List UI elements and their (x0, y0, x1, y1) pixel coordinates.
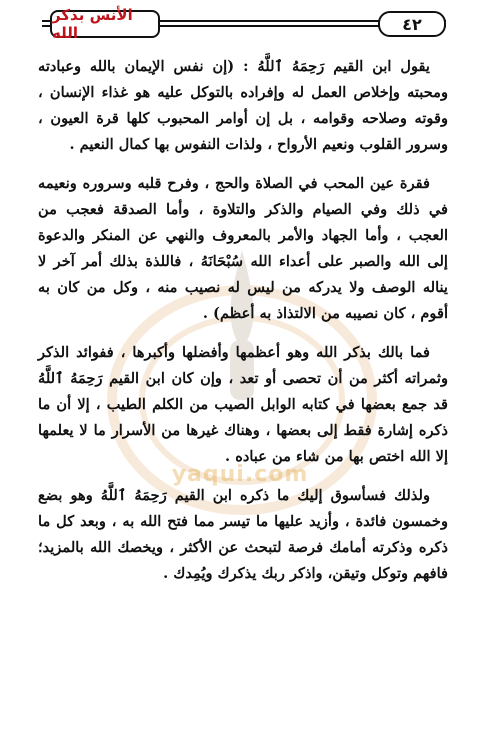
paragraph-1: يقول ابن القيم رَحِمَهُ ٱللَّهُ : (إن نفس الإيمان بالله وعبادته ومحبته وإخلاص العمل له وإفراده بالتوكل عليه هو غذاء الإنسان ، وقوته وصلاحه وقوامه ، بل إن أوامر المحبوب كلها قرة العيون ، وسرور القلوب ونعيم الأرواح ، ولذات النفوس بها كمال النعيم . (38, 58, 448, 153)
paragraph-4: ولذلك فسأسوق إليك ما ذكره ابن القيم رَحِمَهُ ٱللَّهُ وهو بضع وخمسون فائدة ، وأزيد عليها ما تيسر مما فتح الله به ، وبعد كل ما ذكره وذكرته أمامك فرصة لتبحث عن الأكثر ، ويخصك الله بالمزيد؛ فافهم وتوكل وتيقن، واذكر ربك يذكرك ويُمِدك . (38, 487, 448, 582)
paragraph-3: فما بالك بذكر الله وهو أعظمها وأفضلها وأكبرها ، ففوائد الذكر وثمراته أكثر من أن تحصى أو تعد ، وإن كان ابن القيم رَحِمَهُ ٱللَّهُ قد جمع بعضها في كتابه الوابل الصيب من الكلم الطيب ، إلا أن ما ذكره إشارة فقط إلى بعضها ، وهناك غيرها من الأسرار ما لا يعلمها إلا الله اختص بها من شاء من عباده . (38, 344, 448, 465)
paragraph-2: فقرة عين المحب في الصلاة والحج ، وفرح قلبه وسروره ونعيمه في ذلك وفي الصيام والذكر والتلاوة ، وأما الصدقة فعجب من العجب ، وأما الجهاد والأمر بالمعروف والنهي عن المنكر والدعوة إلى الله والصبر على أعداء الله سُبْحَانَهُ ، فاللذة بذلك أمر آخر لا يناله الوصف ولا يدركه من ليس له نصيب منه ، وكل من كان به أقوم ، كان نصيبه من الالتذاذ به أعظم) . (38, 175, 448, 322)
page-header (42, 6, 446, 42)
page-body (38, 54, 448, 600)
page-number: ٤٢ (378, 11, 446, 37)
watermark-text: yaqui.com (171, 462, 309, 487)
book-title: الأنس بذكر الله (50, 10, 160, 38)
